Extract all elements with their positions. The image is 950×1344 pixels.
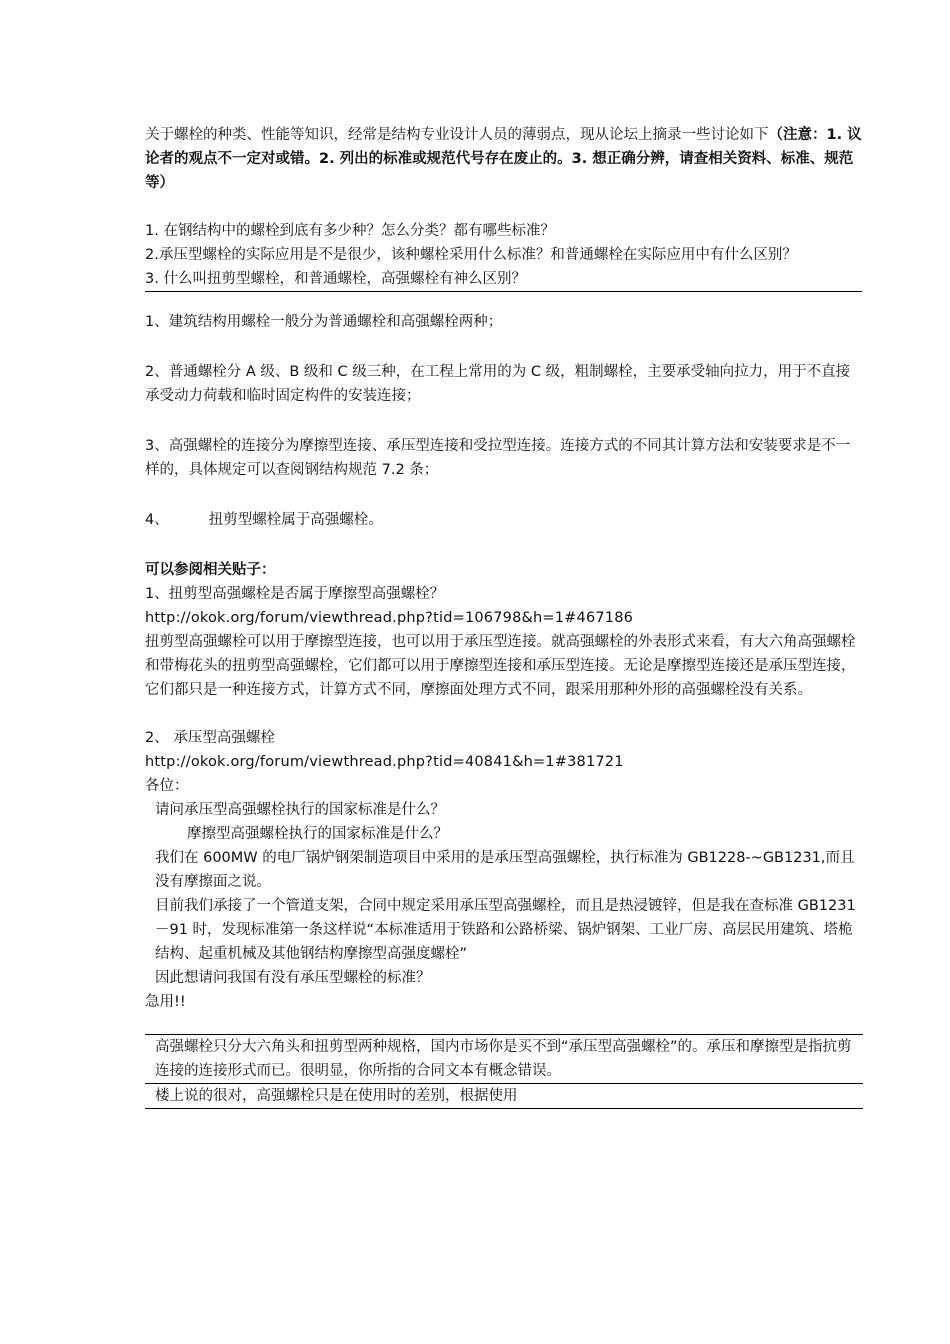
intro-note: （注意：1. 议论者的观点不一定对或错。2. 列出的标准或规范代号存在废止的。3. 想正确分辨，请查相关资料、标准、规范等） [145,127,862,191]
answer-4-text: 扭剪型螺栓属于高强螺栓。 [208,512,383,528]
spacer [145,408,863,434]
spacer [145,482,863,508]
ref-1-url[interactable]: http://okok.org/forum/viewthread.php?tid=106798&h=1#467186 [145,610,634,626]
reply-1: 高强螺栓只分大六角头和扭剪型两种规格，国内市场你是买不到“承压型高强螺栓”的。承压和摩擦型是指抗剪连接的连接形式而已。很明显，你所指的合同文本有概念错误。 [155,1039,852,1079]
ref-1-body: 扭剪型高强螺栓可以用于摩擦型连接，也可以用于承压型连接。就高强螺栓的外表形式来看，有大六角高强螺栓和带梅花头的扭剪型高强螺栓，它们都可以用于摩擦型连接和承压型连接。无论是摩擦型连接还是承压型连接，它们都只是一种连接方式，计算方式不同，摩擦面处理方式不同，跟采用那种外形的高强螺栓没有关系。 [145,634,856,698]
ref-2-line-context: 我们在 600MW 的电厂锅炉钢架制造项目中采用的是承压型高强螺栓，执行标准为 GB1228-~GB1231,而且没有摩擦面之说。 [155,850,855,890]
reply-divider [145,1108,863,1109]
answer-1: 1、建筑结构用螺栓一般分为普通螺栓和高强螺栓两种； [145,314,503,330]
question-3: 3. 什么叫扭剪型螺栓，和普通螺栓，高强螺栓有神么区别？ [145,271,526,287]
intro-paragraph [145,123,863,195]
ref-2-line-urgent: 急用!! [145,994,186,1010]
answer-2: 2、普通螺栓分 A 级、B 级和 C 级三种，在工程上常用的为 C 级，粗制螺栓，主要承受轴向拉力，用于不直接承受动力荷载和临时固定构件的安装连接； [145,364,851,404]
reply-2: 楼上说的很对，高强螺栓只是在使用时的差别，根据使用 [155,1088,518,1104]
answer-3: 3、高强螺栓的连接分为摩擦型连接、承压型连接和受拉型连接。连接方式的不同其计算方法和安装要求是不一样的，具体规定可以查阅钢结构规范 7.2 条； [145,438,851,478]
spacer [145,702,863,726]
ref-2-line-q1: 请问承压型高强螺栓执行的国家标准是什么？ [155,802,445,818]
ref-2-line-ask: 因此想请问我国有没有承压型螺栓的标准？ [155,970,431,986]
spacer [145,195,863,219]
refs-heading: 可以参阅相关贴子： [145,562,276,578]
spacer [145,1014,863,1034]
ref-2-line-q2: 摩擦型高强螺栓执行的国家标准是什么？ [187,826,448,842]
answer-4 [145,508,863,532]
spacer [145,292,863,310]
question-2: 2.承压型螺栓的实际应用是不是很少，该种螺栓采用什么标准？和普通螺栓在实际应用中有什么区别？ [145,247,797,263]
question-list [145,219,862,292]
spacer [145,532,863,558]
ref-2-line-greeting: 各位： [145,778,189,794]
spacer [145,334,863,360]
intro-text: 关于螺栓的种类、性能等知识，经常是结构专业设计人员的薄弱点，现从论坛上摘录一些讨论如下 [145,127,769,143]
ref-2-line-detail: 目前我们承接了一个管道支架，合同中规定采用承压型高强螺栓，而且是热浸镀锌，但是我在查标准 GB1231－91 时，发现标准第一条这样说“本标准适用于铁路和公路桥梁、锅炉钢架、工业厂房、高层民用建筑、塔桅结构、起重机械及其他钢结构摩擦型高强度螺栓” [155,898,856,962]
ref-1-title: 1、扭剪型高强螺栓是否属于摩擦型高强螺栓？ [145,586,445,602]
ref-2-url[interactable]: http://okok.org/forum/viewthread.php?tid=40841&h=1#381721 [145,754,624,770]
answer-4-number: 4、 [145,512,169,528]
document-page [145,123,863,1109]
question-1: 1. 在钢结构中的螺栓到底有多少种？怎么分类？都有哪些标准？ [145,223,555,239]
ref-2-title: 2、 承压型高强螺栓 [145,730,275,746]
reply-list [145,1034,863,1109]
